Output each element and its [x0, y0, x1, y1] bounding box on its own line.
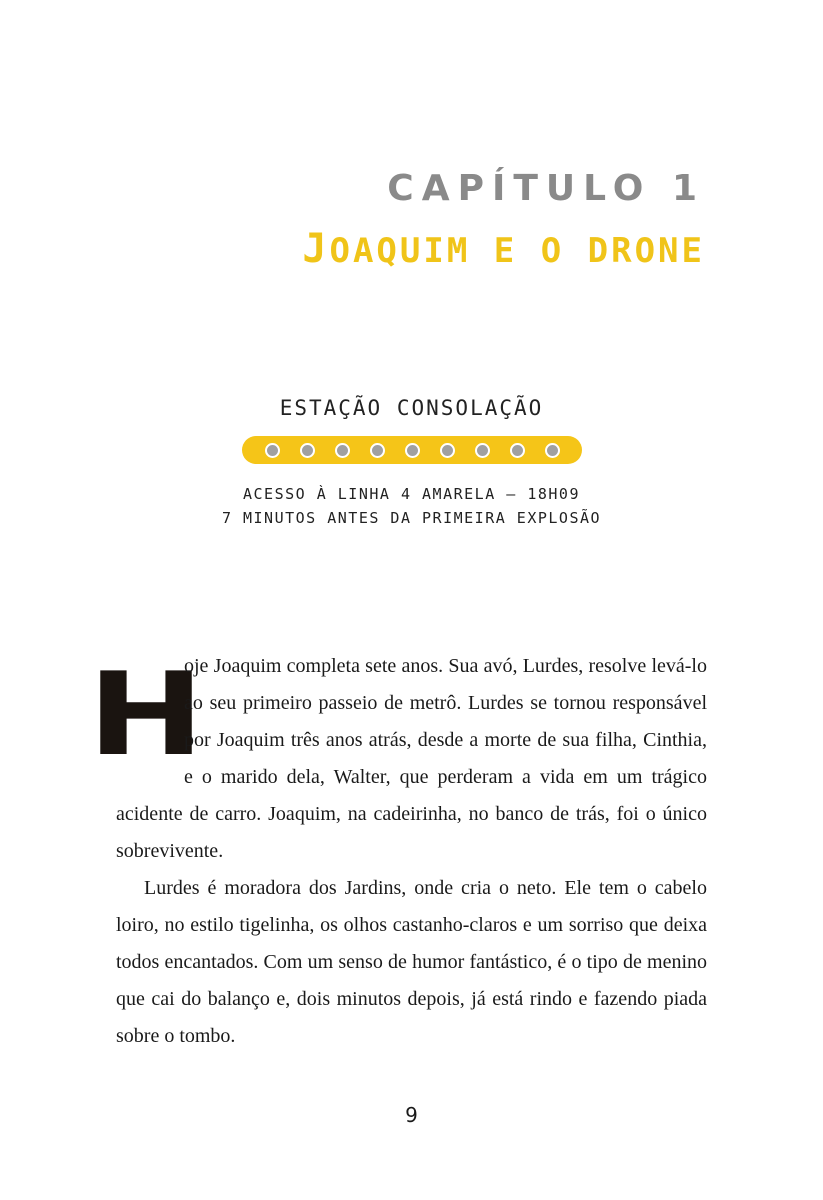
paragraph-1 — [87, 648, 707, 870]
time-line: 7 MINUTOS ANTES DA PRIMEIRA EXPLOSÃO — [221, 509, 602, 527]
chapter-title-rest: OAQUIM E O DRONE — [329, 231, 705, 271]
station-stop-dot — [440, 443, 455, 458]
station-stop-dot — [370, 443, 385, 458]
chapter-title-initial: J — [302, 226, 330, 272]
paragraph-1-text: oje Joaquim completa sete anos. Sua avó, Lurdes, resolve levá-lo ao seu primeiro passeio de metrô. Lurdes se tornou responsável por Joaquim três anos atrás, desde a morte de sua filha, Cinthia, e o marido dela, Walter, que perderam a vida em um trágico acidente de carro. Joaquim, na cadeirinha, no banco de trás, foi o único sobrevivente. — [116, 655, 707, 862]
station-name: ESTAÇÃO CONSOLAÇÃO — [279, 396, 544, 420]
chapter-title — [302, 226, 705, 272]
dropcap-h — [87, 648, 205, 782]
station-stop-dot — [265, 443, 280, 458]
body-text — [87, 648, 707, 1055]
page-number: 9 — [405, 1103, 418, 1127]
chapter-label: CAPÍTULO 1 — [387, 168, 705, 209]
station-stop-dot — [475, 443, 490, 458]
access-line: ACESSO À LINHA 4 AMARELA – 18H09 — [243, 485, 580, 503]
paragraph-2: Lurdes é moradora dos Jardins, onde cria o neto. Ele tem o cabelo loiro, no estilo tigelinha, os olhos castanho-claros e um sorriso que deixa todos encantados. Com um senso de humor fantástico, é o tipo de menino que cai do balanço e, dois minutos depois, já está rindo e fazendo piada sobre o tombo. — [116, 877, 707, 1047]
station-stop-dot — [405, 443, 420, 458]
station-stop-dot — [300, 443, 315, 458]
dropcap-letter: H — [87, 648, 205, 782]
station-stop-dot — [335, 443, 350, 458]
station-stop-dot — [510, 443, 525, 458]
station-stop-dot — [545, 443, 560, 458]
access-info — [0, 482, 823, 530]
metro-line-bar — [242, 436, 582, 464]
